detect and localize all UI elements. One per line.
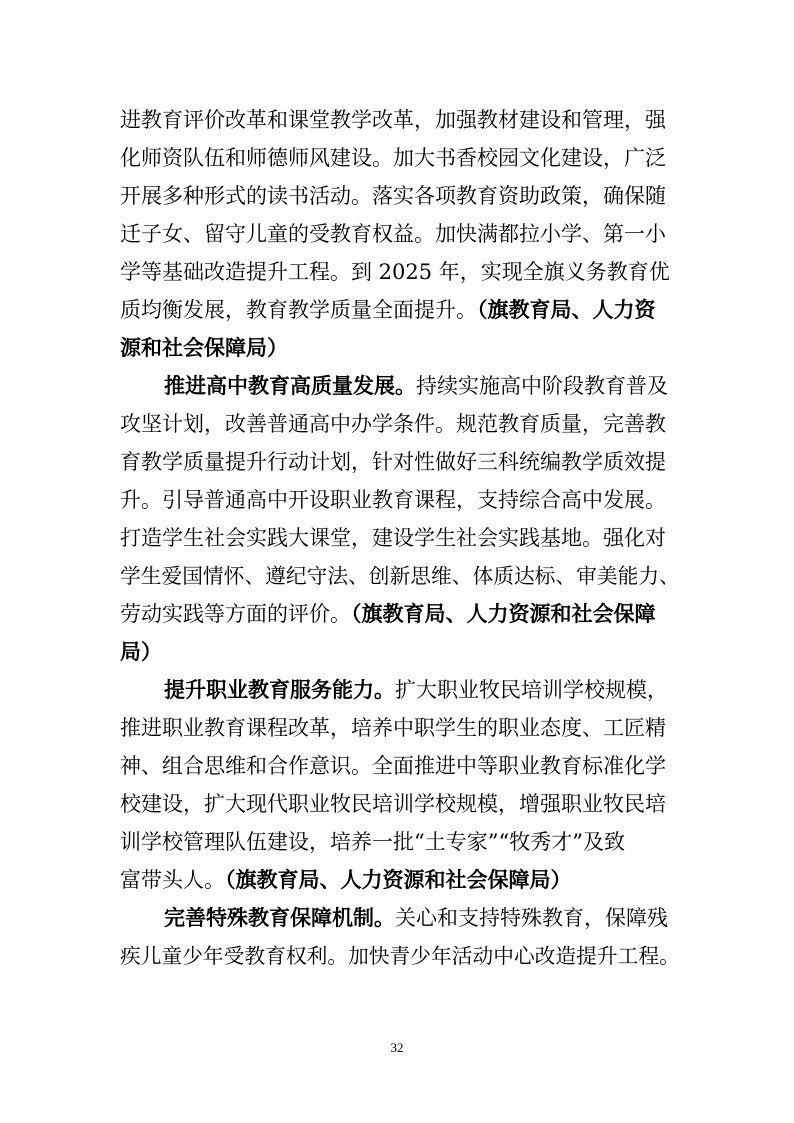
text-segment: 开展多种形式的读书活动。落实各项教育资助政策，确保随	[120, 184, 666, 208]
bold-text-segment: （旗教育局、人力资源和社会保障	[351, 602, 656, 626]
text-segment: 学等基础改造提升工程。到 2025 年，实现全旗义务教育优	[120, 260, 670, 284]
text-line	[120, 101, 680, 139]
page-number: 32	[390, 1040, 404, 1055]
bold-text-segment: 完善特殊教育保障机制。	[164, 906, 395, 930]
text-line	[120, 367, 680, 405]
bold-text-segment: 局）	[120, 640, 162, 664]
text-segment: 打造学生社会实践大课堂，建设学生社会实践基地。强化对	[120, 526, 666, 550]
document-body	[120, 101, 680, 975]
text-segment: 攻坚计划，改善普通高中办学条件。规范教育质量，完善教	[120, 412, 666, 436]
text-segment: 化师资队伍和师德师风建设。加大书香校园文化建设，广泛	[120, 146, 666, 170]
bold-text-segment: （旗教育局、人力资	[477, 298, 656, 322]
text-line	[120, 899, 680, 937]
text-segment: 关心和支持特殊教育，保障残	[395, 906, 668, 930]
text-line	[120, 291, 680, 329]
text-segment: 疾儿童少年受教育权利。加快青少年活动中心改造提升工程。	[120, 944, 680, 968]
text-line	[120, 595, 680, 633]
text-segment: 进教育评价改革和课堂教学改革，加强教材建设和管理，强	[120, 108, 666, 132]
text-segment: 持续实施高中阶段教育普及	[416, 374, 668, 398]
text-segment: 神、组合思维和合作意识。全面推进中等职业教育标准化学	[120, 754, 666, 778]
text-segment: 质均衡发展，教育教学质量全面提升。	[120, 298, 477, 322]
text-segment: 育教学质量提升行动计划，针对性做好三科统编教学质效提	[120, 450, 666, 474]
bold-text-segment: 推进高中教育高质量发展。	[164, 374, 416, 398]
bold-text-segment: （旗教育局、人力资源和社会保障局）	[225, 868, 572, 892]
text-line	[120, 139, 680, 177]
text-line	[120, 329, 680, 367]
text-line	[120, 937, 680, 975]
text-line	[120, 215, 680, 253]
text-segment: 扩大职业牧民培训学校规模，	[395, 678, 668, 702]
text-segment: 劳动实践等方面的评价。	[120, 602, 351, 626]
text-line	[120, 785, 680, 823]
text-segment: 推进职业教育课程改革，培养中职学生的职业态度、工匠精	[120, 716, 666, 740]
text-line	[120, 861, 680, 899]
text-line	[120, 709, 680, 747]
text-line	[120, 405, 680, 443]
text-segment: 升。引导普通高中开设职业教育课程，支持综合高中发展。	[120, 488, 666, 512]
text-line	[120, 519, 680, 557]
text-line	[120, 557, 680, 595]
text-line	[120, 177, 680, 215]
text-line	[120, 633, 680, 671]
text-segment: 富带头人。	[120, 868, 225, 892]
text-line	[120, 747, 680, 785]
bold-text-segment: 提升职业教育服务能力。	[164, 678, 395, 702]
text-line	[120, 671, 680, 709]
text-line	[120, 823, 680, 861]
text-line	[120, 253, 680, 291]
text-line	[120, 443, 680, 481]
text-line	[120, 481, 680, 519]
text-segment: 校建设，扩大现代职业牧民培训学校规模，增强职业牧民培	[120, 792, 666, 816]
text-segment: 学生爱国情怀、遵纪守法、创新思维、体质达标、审美能力、	[120, 564, 680, 588]
bold-text-segment: 源和社会保障局）	[120, 336, 288, 360]
text-segment: 迁子女、留守儿童的受教育权益。加快满都拉小学、第一小	[120, 222, 666, 246]
text-segment: 训学校管理队伍建设，培养一批“土专家”“牧秀才”及致	[120, 830, 625, 854]
